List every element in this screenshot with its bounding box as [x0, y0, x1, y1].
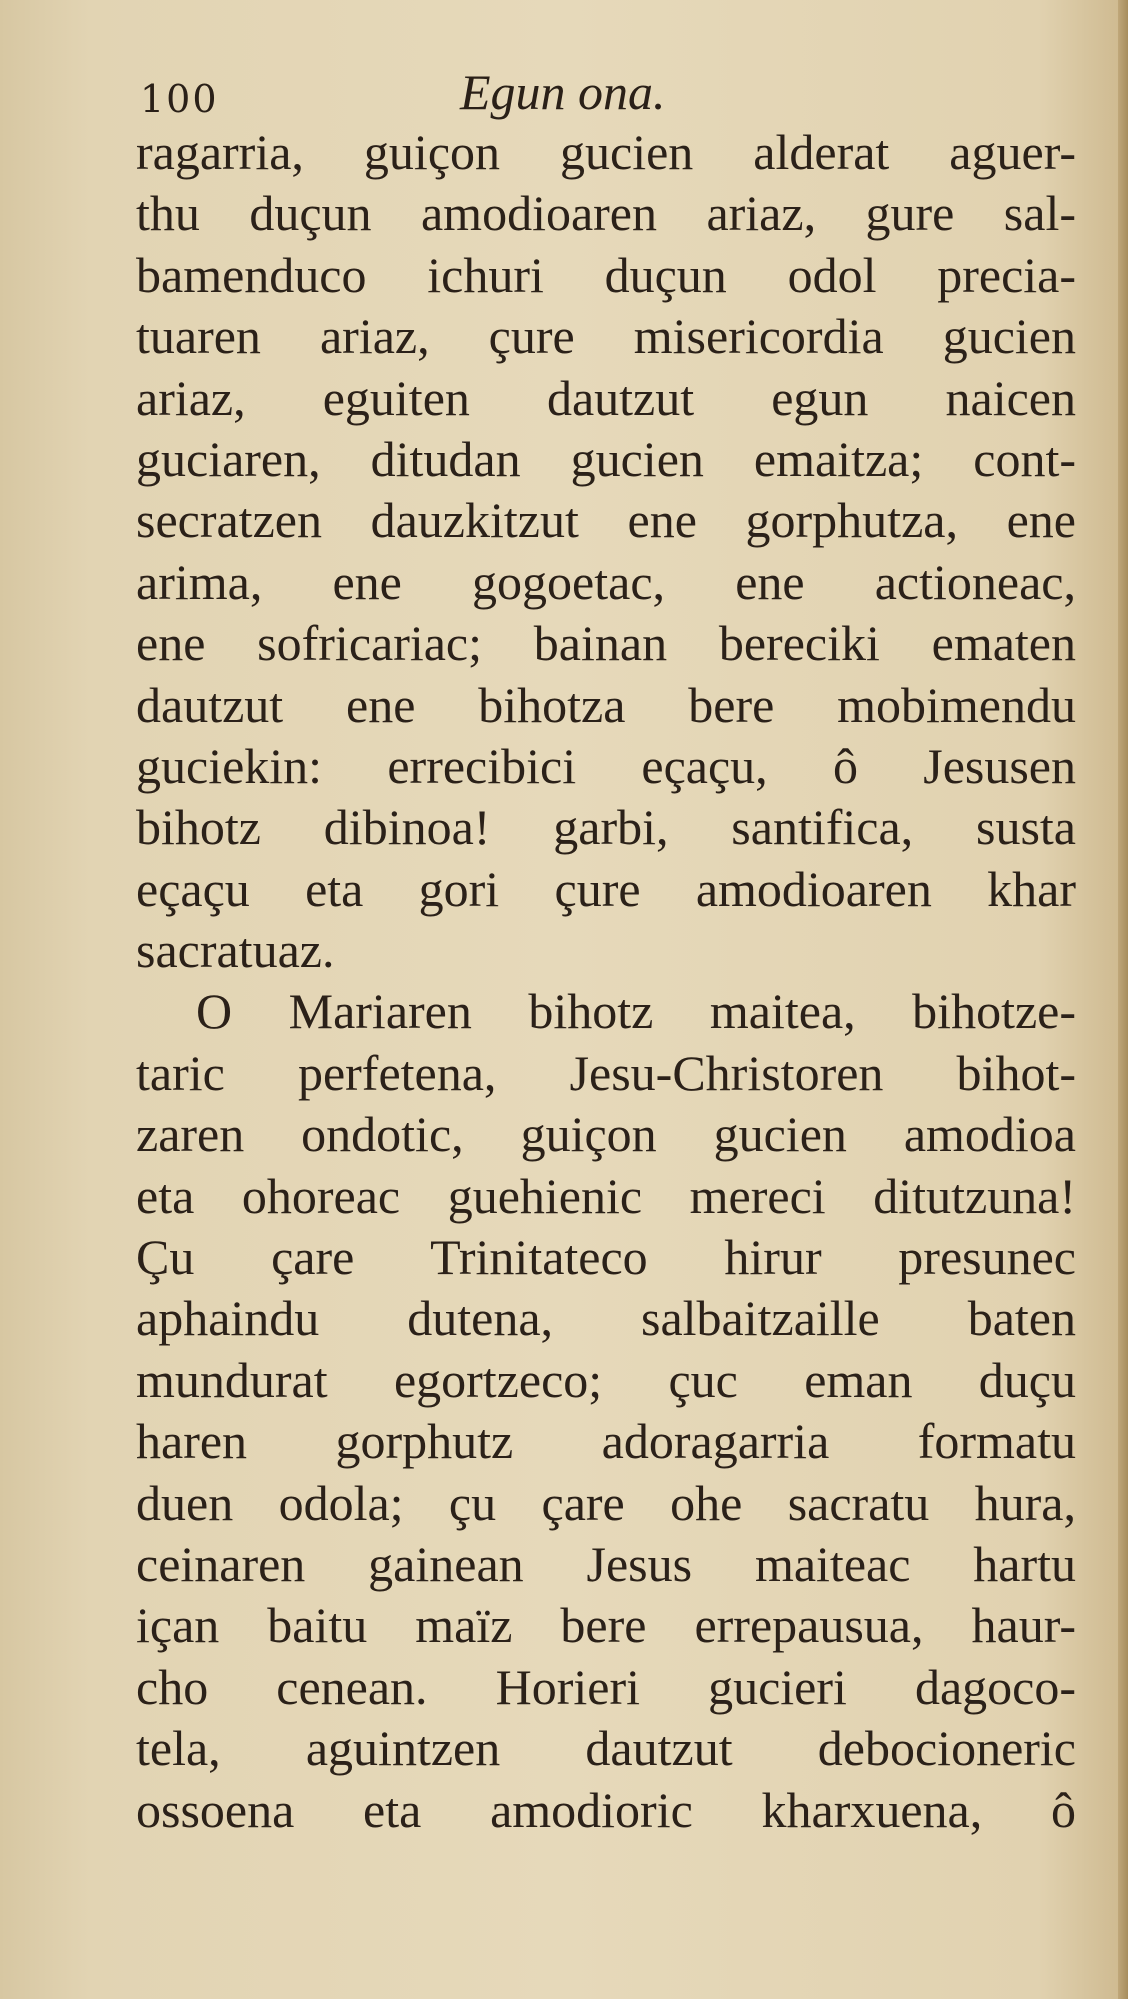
text-line: mundurat egortzeco; çuc eman duçu [136, 1351, 1076, 1408]
text-line: duen odola; çu çare ohe sacratu hura, [136, 1474, 1076, 1531]
text-line: guciekin: errecibici eçaçu, ô Jesusen [136, 737, 1076, 794]
running-title: Egun ona. [460, 64, 666, 120]
text-line: tuaren ariaz, çure misericordia gucien [136, 308, 1076, 365]
text-line: ossoena eta amodioric kharxuena, ô [136, 1781, 1076, 1838]
text-line: cho cenean. Horieri gucieri dagoco- [136, 1658, 1076, 1715]
text-line: bamenduco ichuri duçun odol precia- [136, 246, 1076, 303]
text-line: sacratuaz. [136, 922, 335, 979]
text-line: haren gorphutz adoragarria formatu [136, 1413, 1076, 1470]
text-line: ene sofricariac; bainan bereciki ematen [136, 615, 1076, 672]
text-line: tela, aguintzen dautzut debocioneric [136, 1720, 1076, 1777]
text-line: eta ohoreac guehienic mereci ditutzuna! [136, 1167, 1076, 1224]
text-line: zaren ondotic, guiçon gucien amodioa [136, 1106, 1076, 1163]
paragraph-first-line: O Mariaren bihotz maitea, bihotze- [196, 983, 1076, 1040]
text-line: thu duçun amodioaren ariaz, gure sal- [136, 185, 1076, 242]
text-line: taric perfetena, Jesu-Christoren bihot- [136, 1044, 1076, 1101]
text-line: bihotz dibinoa! garbi, santifica, susta [136, 799, 1076, 856]
text-line: içan baitu maïz bere errepausua, haur- [136, 1597, 1076, 1654]
body-text [136, 122, 1076, 1841]
text-line: guciaren, ditudan gucien emaitza; cont- [136, 430, 1076, 487]
text-line: aphaindu dutena, salbaitzaille baten [136, 1290, 1076, 1347]
text-line: ragarria, guiçon gucien alderat aguer- [136, 124, 1076, 180]
text-line: secratzen dauzkitzut ene gorphutza, ene [136, 492, 1076, 549]
page-header [140, 55, 1060, 125]
text-line: ceinaren gainean Jesus maiteac hartu [136, 1535, 1076, 1592]
text-line: arima, ene gogoetac, ene actioneac, [136, 553, 1076, 610]
text-line: dautzut ene bihotza bere mobimendu [136, 676, 1076, 733]
page-edge [1118, 0, 1128, 1999]
text-line: Çu çare Trinitateco hirur presunec [136, 1229, 1076, 1286]
page-number: 100 [140, 77, 219, 121]
text-line: ariaz, eguiten dautzut egun naicen [136, 369, 1076, 426]
text-line: eçaçu eta gori çure amodioaren khar [136, 860, 1076, 917]
